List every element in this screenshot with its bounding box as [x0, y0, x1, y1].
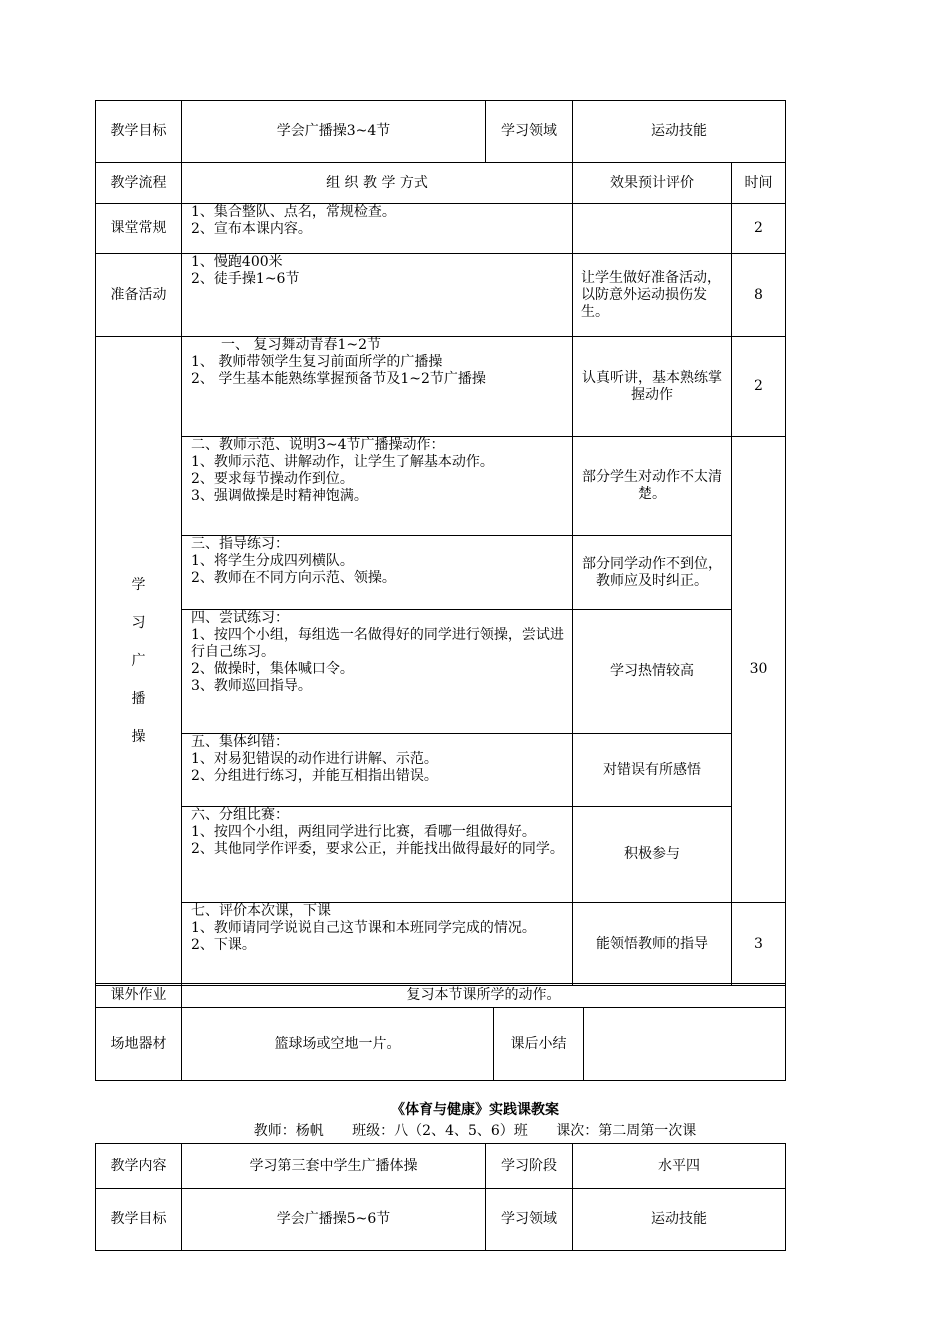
section-7-line-2: 2、下课。 [191, 937, 256, 953]
lesson-title: 《体育与健康》实践课教案 [391, 1102, 559, 1118]
section-4-evaluation: 学习热情较高 [573, 610, 732, 734]
lesson-info [0, 1122, 950, 1140]
section-1-line-1: 1、 教师带领学生复习前面所学的广播操 [191, 354, 443, 370]
header-evaluation: 效果预计评价 [573, 163, 732, 204]
warmup-time: 8 [732, 254, 786, 337]
section-2-line-3: 3、强调做操是时精神饱满。 [191, 488, 368, 504]
routine-evaluation [573, 204, 732, 254]
section-2-line-1: 1、教师示范、讲解动作，让学生了解基本动作。 [191, 454, 494, 470]
routine-label: 课堂常规 [96, 204, 182, 254]
summary-label: 课后小结 [494, 1008, 584, 1081]
domain-label-2: 学习领域 [486, 1189, 573, 1251]
section-7-time: 3 [732, 903, 786, 986]
learn-section-7 [96, 903, 786, 986]
warmup-content [182, 254, 573, 337]
learn-label-char-1: 学 [131, 577, 146, 593]
section-2-content [182, 437, 573, 536]
learn-label [96, 337, 182, 986]
section-3-evaluation: 部分同学动作不到位，教师应及时纠正。 [573, 536, 732, 610]
homework-label: 课外作业 [96, 984, 182, 1008]
section-3-content [182, 536, 573, 610]
section-2-title: 二、教师示范、说明3~4节广播操动作： [191, 437, 445, 453]
section-1-line-2: 2、 学生基本能熟练掌握预备节及1~2节广播操 [191, 371, 486, 387]
section-3-title: 三、指导练习： [191, 536, 289, 552]
lesson-plan-table [95, 100, 786, 986]
section-4-line-1: 1、按四个小组，每组选一名做得好的同学进行领操，尝试进行自己练习。 [191, 627, 564, 660]
section-5-content [182, 734, 573, 807]
section-5-evaluation: 对错误有所感悟 [573, 734, 732, 807]
venue-value: 篮球场或空地一片。 [182, 1008, 494, 1081]
header-flow: 教学流程 [96, 163, 182, 204]
goal-row-2 [96, 1189, 786, 1251]
warmup-line-2: 2、徒手操1~6节 [191, 271, 300, 287]
section-6-title: 六、分组比赛： [191, 807, 289, 823]
learn-label-char-3: 广 [131, 653, 146, 669]
routine-content [182, 204, 573, 254]
section-7-title: 七、评价本次课，下课 [191, 903, 331, 919]
summary-value [584, 1008, 786, 1081]
learn-section-6 [96, 807, 786, 903]
domain-value: 运动技能 [573, 101, 786, 163]
header-time: 时间 [732, 163, 786, 204]
goal-value-2: 学会广播操5~6节 [182, 1189, 486, 1251]
section-6-evaluation: 积极参与 [573, 807, 732, 903]
routine-line-2: 2、宣布本课内容。 [191, 221, 312, 237]
section-6-content [182, 807, 573, 903]
section-2-evaluation: 部分学生对动作不太清楚。 [573, 437, 732, 536]
header-method: 组 织 教 学 方式 [182, 163, 573, 204]
section-1-evaluation: 认真听讲，基本熟练掌握动作 [573, 337, 732, 437]
learn-section-3 [96, 536, 786, 610]
learn-label-char-2: 习 [131, 615, 146, 631]
section-6-line-2: 2、其他同学作评委，要求公正，并能找出做得最好的同学。 [191, 841, 564, 857]
section-3-line-1: 1、将学生分成四列横队。 [191, 553, 354, 569]
routine-line-1: 1、集合整队、点名，常规检查。 [191, 204, 396, 220]
section-3-line-2: 2、教师在不同方向示范、领操。 [191, 570, 396, 586]
routine-row [96, 204, 786, 254]
section-7-line-1: 1、教师请同学说说自己这节课和本班同学完成的情况。 [191, 920, 536, 936]
section-7-content [182, 903, 573, 986]
learn-section-5 [96, 734, 786, 807]
header-row [96, 163, 786, 204]
section-4-content [182, 610, 573, 734]
homework-row [96, 984, 786, 1008]
class-info: 班级：八（2、4、5、6）班 [352, 1123, 528, 1139]
domain-value-2: 运动技能 [573, 1189, 786, 1251]
goal-label: 教学目标 [96, 101, 182, 163]
content-value: 学习第三套中学生广播体操 [182, 1144, 486, 1189]
section-4-title: 四、尝试练习： [191, 610, 289, 626]
goal-value: 学会广播操3~4节 [182, 101, 486, 163]
learn-shared-time: 30 [732, 437, 786, 903]
content-row [96, 1144, 786, 1189]
routine-time: 2 [732, 204, 786, 254]
warmup-line-1: 1、慢跑400米 [191, 254, 283, 270]
section-6-line-1: 1、按四个小组，两组同学进行比赛，看哪一组做得好。 [191, 824, 536, 840]
stage-value: 水平四 [573, 1144, 786, 1189]
section-1-title: 一、 复习舞动青春1~2节 [221, 337, 381, 353]
stage-label: 学习阶段 [486, 1144, 573, 1189]
section-2-line-2: 2、要求每节操动作到位。 [191, 471, 354, 487]
venue-row [96, 1008, 786, 1081]
learn-label-char-4: 播 [131, 691, 146, 707]
goal-label-2: 教学目标 [96, 1189, 182, 1251]
learn-section-2 [96, 437, 786, 536]
section-1-time: 2 [732, 337, 786, 437]
warmup-label: 准备活动 [96, 254, 182, 337]
section-5-line-2: 2、分组进行练习，并能互相指出错误。 [191, 768, 438, 784]
lesson-plan-table-2 [95, 1143, 786, 1251]
venue-label: 场地器材 [96, 1008, 182, 1081]
lesson-plan-footer-table [95, 983, 786, 1081]
domain-label: 学习领域 [486, 101, 573, 163]
warmup-row [96, 254, 786, 337]
section-7-evaluation: 能领悟教师的指导 [573, 903, 732, 986]
homework-value: 复习本节课所学的动作。 [182, 984, 786, 1008]
section-5-line-1: 1、对易犯错误的动作进行讲解、示范。 [191, 751, 438, 767]
section-4-line-2: 2、做操时，集体喊口令。 [191, 661, 354, 677]
content-label: 教学内容 [96, 1144, 182, 1189]
session-info: 课次：第二周第一次课 [556, 1123, 697, 1139]
section-4-line-3: 3、教师巡回指导。 [191, 678, 312, 694]
warmup-evaluation: 让学生做好准备活动，以防意外运动损伤发生。 [573, 254, 732, 337]
section-1-content [182, 337, 573, 437]
learn-section-1 [96, 337, 786, 437]
goal-row [96, 101, 786, 163]
section-5-title: 五、集体纠错： [191, 734, 289, 750]
teacher-info: 教师：杨帆 [253, 1123, 324, 1139]
learn-label-char-5: 操 [131, 729, 146, 745]
learn-section-4 [96, 610, 786, 734]
